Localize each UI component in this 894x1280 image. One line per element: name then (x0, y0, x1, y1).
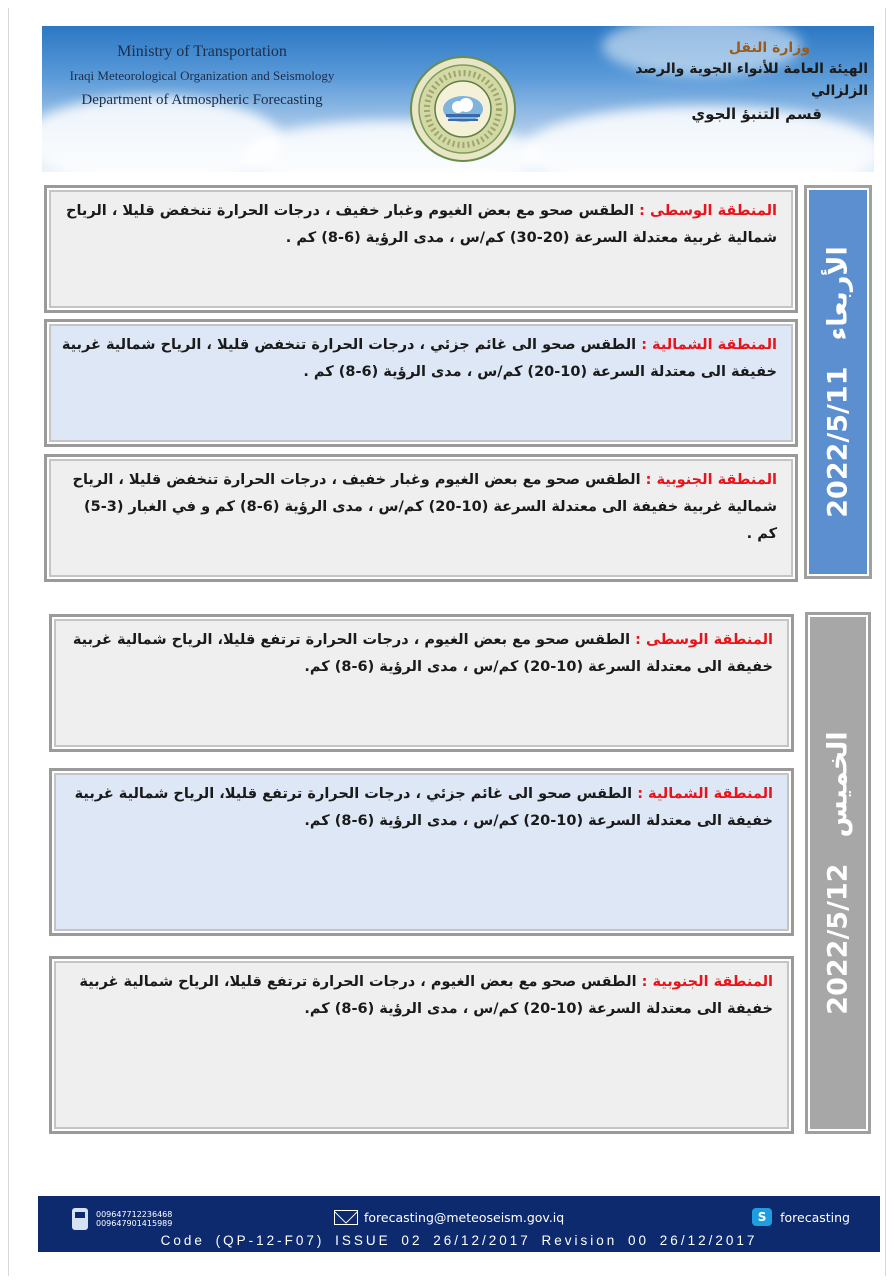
mail-icon (334, 1210, 358, 1225)
forecast-box-day1-central (44, 185, 798, 313)
skype-icon: S (752, 1208, 772, 1226)
forecast-text: الطقس صحو مع بعض الغيوم ، درجات الحرارة ترتفع قليلا، الرياح شمالية غربية خفيفة الى معتدلة السرعة (10-20) كم/س ، مدى الرؤية (6-8) كم. (79, 974, 773, 1017)
phone-number-1: 009647712236468 (96, 1210, 173, 1219)
region-label: المنطقة الجنوبية : (645, 472, 777, 488)
footer-skype[interactable] (752, 1208, 850, 1226)
forecast-text: الطقس صحو الى غائم جزئي ، درجات الحرارة ترتفع قليلا، الرياح شمالية غربية خفيفة الى معتدلة السرعة (10-20) كم/س ، مدى الرؤية (6-8) كم. (74, 786, 773, 829)
region-label: المنطقة الوسطى : (639, 203, 777, 219)
forecast-box-day1-north (44, 319, 798, 447)
region-label: المنطقة الوسطى : (635, 632, 773, 648)
day1-label (823, 246, 854, 517)
forecast-box-day2-north (49, 768, 794, 936)
department-name-ar: قسم التنبؤ الجوي (691, 105, 822, 123)
forecast-text: الطقس صحو مع بعض الغيوم وغبار خفيف ، درجات الحرارة تنخفض قليلا ، الرياح شمالية غربية خفيفة الى معتدلة السرعة (10-20) كم/س ، مدى الرؤية (6-8) كم و في الغبار (3-5) كم . (72, 472, 777, 542)
day1-label-bar (804, 185, 872, 579)
region-label: المنطقة الشمالية : (641, 337, 777, 353)
forecast-box-day1-south (44, 454, 798, 582)
phone-number-2: 009647901415989 (96, 1219, 173, 1228)
footer-phones (72, 1208, 172, 1230)
skype-handle[interactable]: forecasting (780, 1209, 850, 1225)
region-label: المنطقة الجنوبية : (641, 974, 773, 990)
forecast-box-day2-south (49, 956, 794, 1134)
footer-email[interactable] (334, 1210, 564, 1225)
day2-name: الخميس (822, 731, 854, 838)
ministry-name-en: Ministry of Transportation (117, 43, 287, 60)
ministry-name-ar: وزارة النقل (728, 40, 810, 56)
day1-date: 2022/5/11 (822, 366, 854, 518)
forecast-text: الطقس صحو مع بعض الغيوم وغبار خفيف ، درجات الحرارة تنخفض قليلا ، الرياح شمالية غربية معتدلة السرعة (20-30) كم/س ، مدى الرؤية (6-8) كم . (66, 203, 777, 246)
forecast-text: الطقس صحو الى غائم جزئي ، درجات الحرارة تنخفض قليلا ، الرياح شمالية غربية خفيفة الى معتدلة السرعة (10-20) كم/س ، مدى الرؤية (6-8) كم . (61, 337, 777, 380)
organization-name-en: Iraqi Meteorological Organization and Seismology (69, 68, 335, 83)
day2-label-bar (805, 612, 871, 1134)
region-label: المنطقة الشمالية : (637, 786, 773, 802)
email-address[interactable]: forecasting@meteoseism.gov.iq (364, 1210, 565, 1225)
forecast-box-day2-central (49, 614, 794, 752)
header-english (52, 40, 352, 112)
phone-icon (72, 1208, 88, 1230)
document-code: Code (QP-12-F07) ISSUE 02 26/12/2017 Revision 00 26/12/2017 (160, 1233, 758, 1248)
organization-name-ar: الهيئة العامة للأنواء الجوية والرصد الزلزالي (635, 61, 868, 99)
day2-date: 2022/5/12 (822, 863, 854, 1015)
department-name-en: Department of Atmospheric Forecasting (81, 92, 323, 108)
forecast-text: الطقس صحو مع بعض الغيوم ، درجات الحرارة ترتفع قليلا، الرياح شمالية غربية خفيفة الى معتدلة السرعة (10-20) كم/س ، مدى الرؤية (6-8) كم. (72, 632, 773, 675)
letterhead-banner (42, 26, 874, 172)
day1-name: الأربعاء (822, 246, 854, 341)
day2-label (823, 731, 854, 1014)
header-arabic (578, 38, 868, 126)
ministry-seal-icon (408, 54, 518, 164)
footer-bar (38, 1196, 880, 1252)
